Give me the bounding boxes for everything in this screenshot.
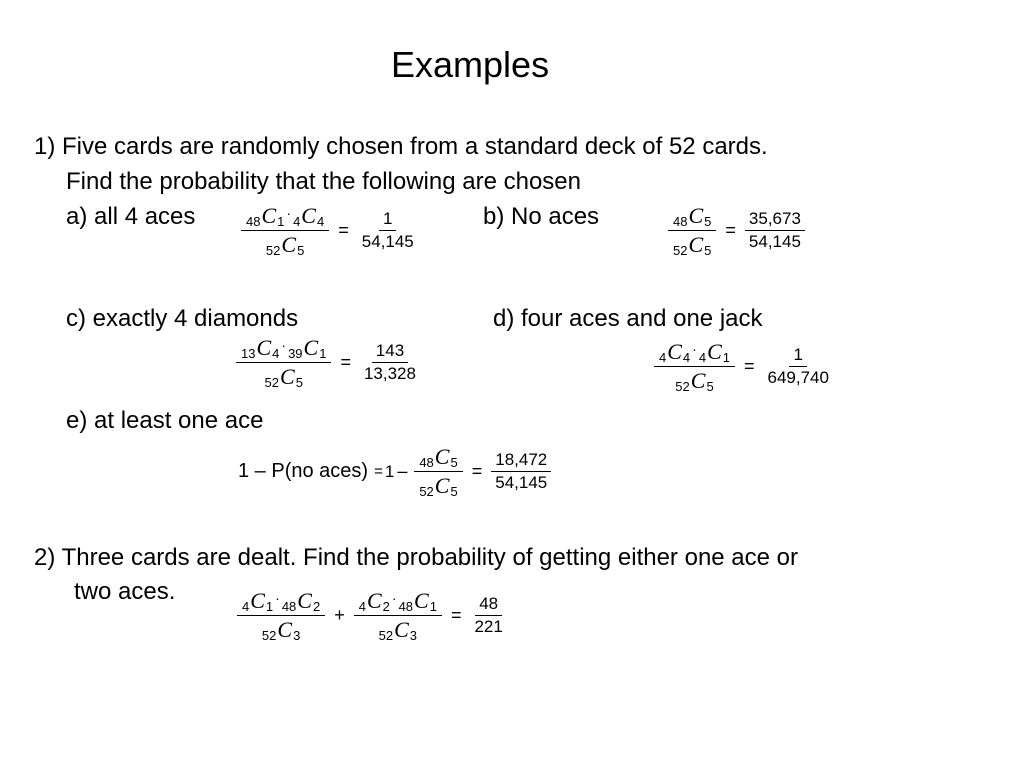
combination-k: 1 bbox=[429, 599, 437, 614]
combination bbox=[419, 445, 457, 469]
combination-symbol: C bbox=[280, 364, 295, 390]
combination-n: 52 bbox=[261, 628, 277, 644]
one: 1 bbox=[384, 461, 395, 481]
combination-k: 1 bbox=[265, 599, 274, 614]
combination-symbol: C bbox=[707, 339, 722, 364]
formula-problem2 bbox=[233, 589, 511, 642]
combination-symbol: C bbox=[301, 203, 316, 228]
label-c: c) exactly 4 diamonds bbox=[66, 305, 299, 332]
combination bbox=[288, 336, 326, 360]
combination-k: 2 bbox=[382, 599, 390, 614]
combination-n: 4 bbox=[698, 350, 707, 365]
combination bbox=[246, 204, 284, 228]
combination-symbol: C bbox=[250, 588, 265, 613]
fraction bbox=[354, 589, 442, 642]
combination-n: 4 bbox=[358, 599, 366, 614]
combination-k: 4 bbox=[682, 350, 691, 365]
combination-symbol: C bbox=[688, 203, 704, 228]
combination-n: 52 bbox=[419, 484, 434, 500]
combination bbox=[399, 589, 437, 613]
combination-k: 5 bbox=[295, 375, 303, 391]
result-fraction: $\frac{1}{54,145}$ bbox=[361, 208, 414, 252]
problem1-line1: 1) Five cards are randomly chosen from a standard deck of 52 cards. bbox=[34, 133, 768, 160]
combination-n: 52 bbox=[378, 628, 394, 644]
combination-n: 48 bbox=[246, 214, 261, 229]
combination-n: 4 bbox=[242, 599, 250, 614]
page-title: Examples bbox=[391, 44, 550, 85]
combination bbox=[265, 365, 303, 389]
combination-symbol: C bbox=[303, 335, 319, 360]
result-fraction: $\frac{143}{13,328}$ bbox=[363, 340, 416, 384]
combination-symbol: C bbox=[688, 232, 704, 258]
result-fraction: $\frac{18,472}{54,145}$ bbox=[491, 451, 551, 493]
combination-n: 48 bbox=[281, 599, 297, 614]
combination-n: 48 bbox=[673, 214, 688, 229]
multiply-dot: · bbox=[692, 341, 697, 357]
combination bbox=[266, 233, 304, 257]
problem1-line2: Find the probability that the following are chosen bbox=[66, 168, 581, 195]
combination-n: 39 bbox=[288, 346, 303, 361]
combination-symbol: C bbox=[434, 473, 450, 499]
multiply-dot: · bbox=[286, 205, 292, 221]
combination-n: 52 bbox=[264, 375, 279, 391]
combination-symbol: C bbox=[434, 444, 450, 469]
combination-k: 5 bbox=[450, 455, 458, 470]
result-fraction: $\frac{48}{221}$ bbox=[474, 593, 503, 637]
combination-k: 1 bbox=[319, 346, 327, 361]
formula-c bbox=[232, 336, 424, 389]
combination bbox=[699, 340, 730, 364]
combination-n: 52 bbox=[265, 243, 281, 259]
formula-a bbox=[237, 204, 422, 257]
combination-k: 5 bbox=[297, 243, 305, 259]
equals-sign: = bbox=[338, 220, 349, 241]
label-e: e) at least one ace bbox=[66, 407, 264, 434]
multiply-dot: · bbox=[391, 590, 397, 606]
combination-symbol: C bbox=[277, 617, 293, 643]
combination bbox=[262, 618, 300, 642]
combination-k: 5 bbox=[706, 379, 714, 395]
combination bbox=[242, 589, 273, 613]
combination-symbol: C bbox=[261, 203, 277, 228]
equals-sign: = bbox=[725, 220, 736, 241]
fraction bbox=[654, 340, 735, 393]
fraction bbox=[241, 204, 329, 257]
combination-k: 5 bbox=[450, 484, 458, 500]
equals-sign: = bbox=[743, 356, 755, 377]
combination-symbol: C bbox=[667, 339, 682, 364]
multiply-dot: · bbox=[281, 337, 287, 353]
problem2-line2: two aces. bbox=[74, 578, 176, 605]
combination-k: 5 bbox=[704, 214, 712, 229]
combination bbox=[659, 340, 690, 364]
formula-d bbox=[650, 340, 837, 393]
combination-k: 1 bbox=[277, 214, 285, 229]
fraction bbox=[414, 445, 462, 498]
combination-n: 48 bbox=[419, 455, 434, 470]
combination-symbol: C bbox=[256, 335, 272, 360]
minus-sign: – bbox=[397, 461, 408, 482]
combination-symbol: C bbox=[690, 368, 706, 394]
combination-symbol: C bbox=[414, 588, 429, 613]
combination bbox=[419, 474, 457, 498]
multiply-dot: · bbox=[275, 590, 280, 606]
combination bbox=[675, 369, 713, 393]
label-b: b) No aces bbox=[483, 203, 600, 230]
formula-e bbox=[238, 445, 555, 498]
combination bbox=[359, 589, 390, 613]
combination-symbol: C bbox=[366, 588, 382, 613]
combination bbox=[293, 204, 324, 228]
combination-n: 48 bbox=[398, 599, 414, 614]
equals-sign: = bbox=[340, 352, 351, 373]
label-a: a) all 4 aces bbox=[66, 203, 196, 230]
plus-sign: + bbox=[334, 605, 345, 626]
combination-k: 4 bbox=[316, 214, 325, 229]
fraction bbox=[237, 589, 325, 642]
combination-n: 4 bbox=[293, 214, 301, 229]
combination bbox=[282, 589, 320, 613]
combination bbox=[673, 204, 711, 228]
result-fraction: $\frac{1}{649,740}$ bbox=[767, 344, 829, 388]
combination-k: 4 bbox=[272, 346, 280, 361]
equals-sign: = bbox=[374, 463, 383, 481]
combination bbox=[673, 233, 711, 257]
combination bbox=[241, 336, 279, 360]
combination-n: 52 bbox=[673, 243, 688, 259]
fraction bbox=[236, 336, 331, 389]
combination-n: 52 bbox=[675, 379, 690, 395]
fraction bbox=[668, 204, 716, 257]
combination-symbol: C bbox=[297, 588, 312, 613]
combination-symbol: C bbox=[394, 617, 409, 643]
lead-text: 1 – P(no aces) bbox=[238, 460, 369, 483]
equals-sign: = bbox=[471, 461, 483, 482]
problem2-line1: 2) Three cards are dealt. Find the probability of getting either one ace or bbox=[34, 544, 799, 571]
combination-k: 3 bbox=[409, 628, 418, 644]
combination-k: 5 bbox=[704, 243, 712, 259]
combination-k: 2 bbox=[312, 599, 321, 614]
label-d: d) four aces and one jack bbox=[493, 305, 763, 332]
combination-k: 1 bbox=[722, 350, 730, 365]
combination bbox=[379, 618, 417, 642]
formula-b bbox=[664, 204, 809, 257]
combination-n: 4 bbox=[659, 350, 667, 365]
equals-sign: = bbox=[450, 605, 462, 626]
result-fraction: $\frac{35,673}{54,145}$ bbox=[745, 210, 805, 252]
combination-symbol: C bbox=[281, 232, 297, 258]
combination-n: 13 bbox=[241, 346, 256, 361]
combination-k: 3 bbox=[293, 628, 301, 644]
